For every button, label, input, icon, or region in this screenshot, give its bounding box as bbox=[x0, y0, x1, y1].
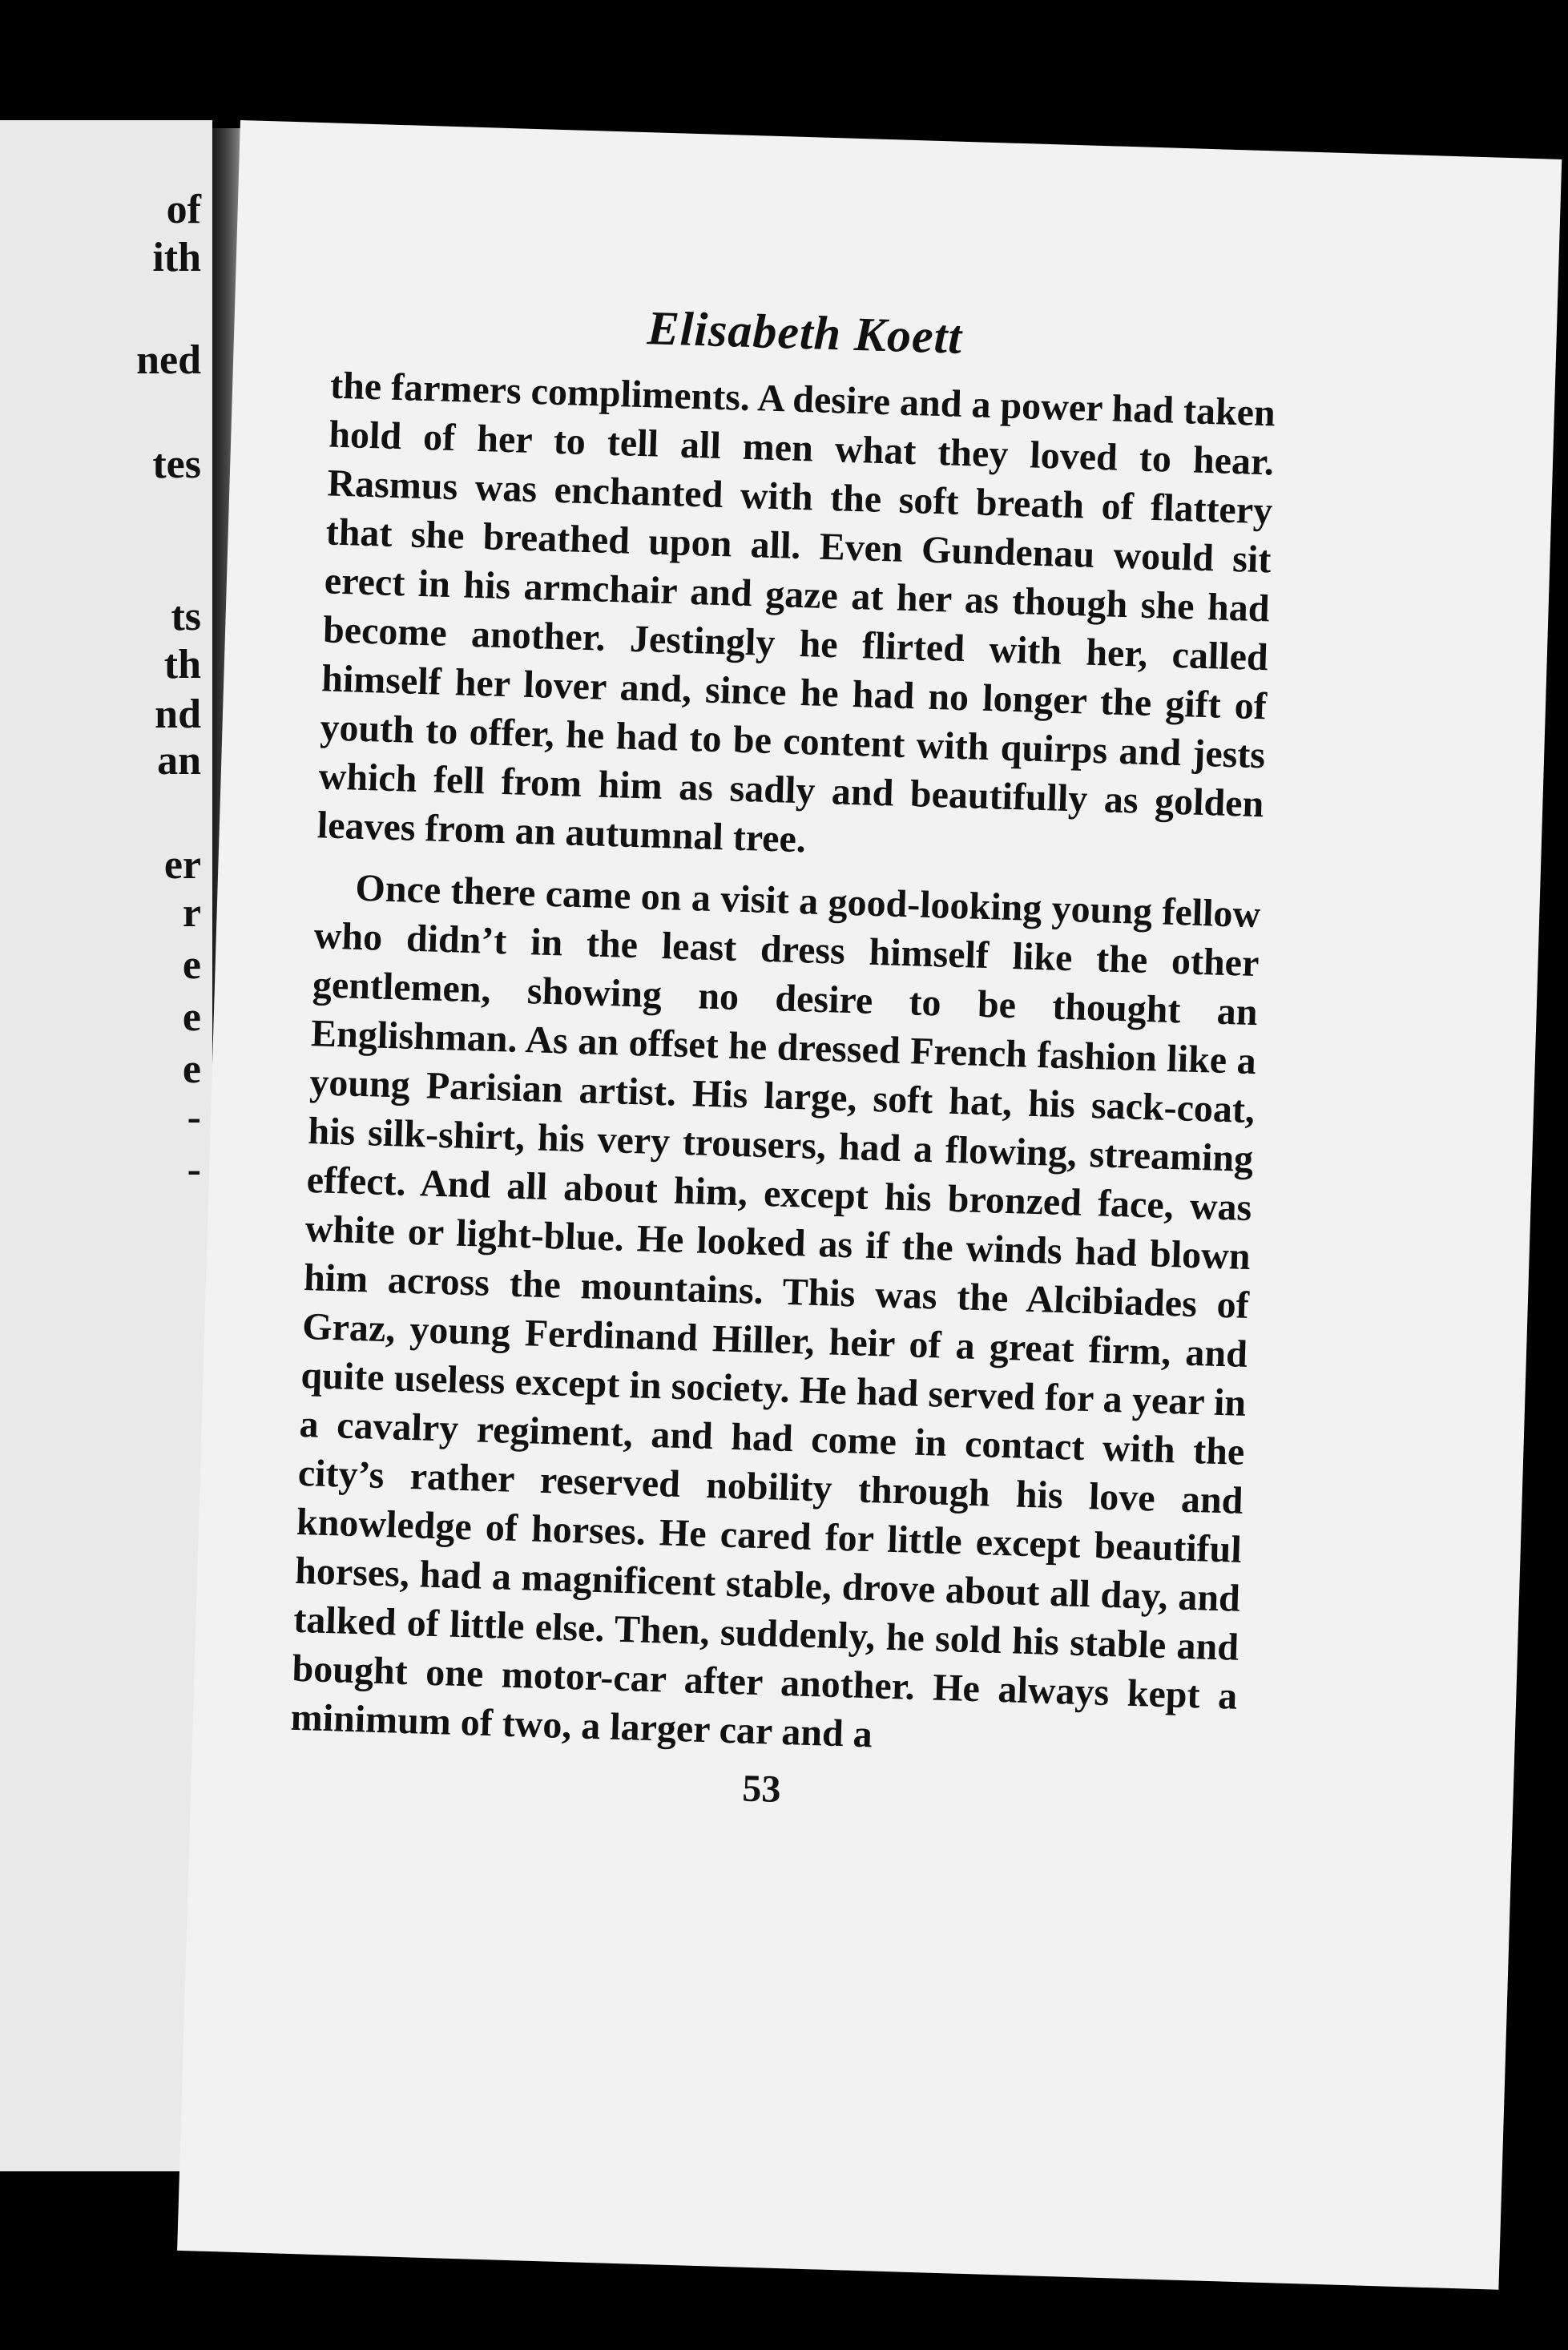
fragment: an bbox=[157, 738, 201, 784]
fragment: e bbox=[182, 994, 201, 1040]
fragment: nd bbox=[155, 691, 201, 737]
running-head: Elisabeth Koett bbox=[646, 301, 964, 364]
fragment: ith bbox=[152, 235, 201, 280]
fragment: er bbox=[163, 842, 201, 888]
body-text bbox=[290, 361, 1276, 1769]
fragment: e bbox=[182, 1046, 201, 1092]
page-number: 53 bbox=[741, 1767, 782, 1811]
book-page bbox=[177, 120, 1562, 2290]
paragraph: Once there came on a visit a good-looking young fellow who didn’t in the least dress himself like the other gentlemen, showing no desire to be thought an Englishman. As an offset he dressed French fashion like a young Parisian artist. His large, soft hat, his sack-coat, his silk-shirt, his very trousers, had a flowing, streaming effect. And all about him, except his bronzed face, was white or light-blue. He looked as if the winds had blown him across the mountains. This was the Alcibiades of Graz, young Ferdinand Hiller, heir of a great firm, and quite useless except in society. He had served for a year in a cavalry regiment, and had come in contact with the city’s rather reserved nobility through his love and knowledge of horses. He cared for little except beautiful horses, had a magnificent stable, drove about all day, and talked of little else. Then, suddenly, he sold his stable and bought one motor-car after another. He always kept a minimum of two, a larger car and a bbox=[290, 866, 1261, 1756]
fragment: - bbox=[187, 1094, 201, 1140]
fragment: e bbox=[182, 942, 201, 988]
fragment: r bbox=[182, 890, 201, 936]
fragment: of bbox=[166, 187, 201, 232]
fragment: - bbox=[187, 1147, 201, 1192]
paragraph: the farmers compliments. A desire and a power had taken hold of her to tell all men what they loved to hear. Rasmus was enchanted with the soft breath of flattery that she breathed upon all. Even Gundenau would sit erect in his armchair and gaze at her as though she had become another. Jestingly he flirted with her, called himself her lover and, since he had no longer the gift of youth to offer, he had to be content with quirps and jests which fell from him as sadly and beautifully as golden leaves from an autumnal tree. bbox=[316, 364, 1276, 861]
fragment: th bbox=[163, 642, 201, 687]
fragment: ned bbox=[136, 337, 201, 383]
facing-page bbox=[0, 120, 212, 2171]
fragment: tes bbox=[152, 441, 201, 487]
fragment: ts bbox=[171, 594, 201, 639]
page-content bbox=[288, 292, 1278, 1825]
